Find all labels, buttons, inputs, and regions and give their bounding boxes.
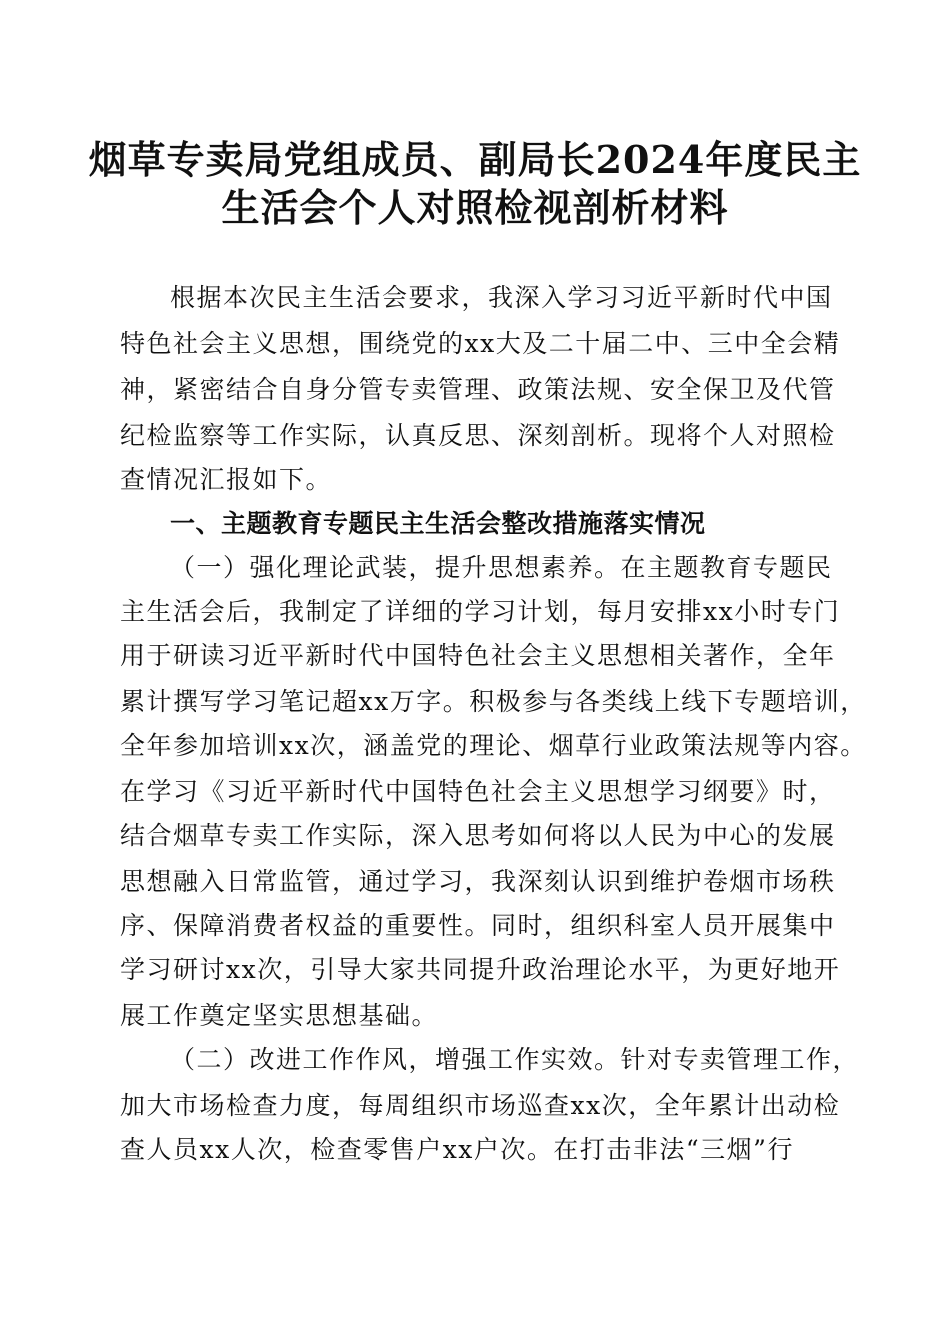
paragraph-1-line: 全年参加培训xx次，涵盖党的理论、烟草行业政策法规等内容。 bbox=[120, 731, 867, 760]
paragraph-intro-line: 根据本次民主生活会要求，我深入学习习近平新时代中国 bbox=[170, 283, 833, 312]
paragraph-2-line: 加大市场检查力度，每周组织市场巡查xx次，全年累计出动检 bbox=[120, 1091, 841, 1120]
paragraph-2-line: （二）改进工作作风，增强工作实效。针对专卖管理工作， bbox=[170, 1045, 860, 1074]
paragraph-1-line: 展工作奠定坚实思想基础。 bbox=[120, 1001, 439, 1030]
document-title-line-1: 烟草专卖局党组成员、副局长2024年度民主 bbox=[88, 137, 862, 182]
paragraph-2-line: 查人员xx人次，检查零售户xx户次。在打击非法“三烟”行 bbox=[120, 1135, 794, 1164]
paragraph-intro-line: 特色社会主义思想，围绕党的xx大及二十届二中、三中全会精 bbox=[120, 329, 841, 358]
paragraph-intro-line: 查情况汇报如下。 bbox=[120, 465, 333, 494]
paragraph-1-line: 序、保障消费者权益的重要性。同时，组织科室人员开展集中 bbox=[120, 911, 836, 940]
paragraph-1-line: 思想融入日常监管，通过学习，我深刻认识到维护卷烟市场秩 bbox=[120, 867, 836, 896]
paragraph-1-line: （一）强化理论武装，提升思想素养。在主题教育专题民 bbox=[170, 553, 833, 582]
paragraph-1-line: 累计撰写学习笔记超xx万字。积极参与各类线上线下专题培训， bbox=[120, 687, 867, 716]
paragraph-1-line: 在学习《习近平新时代中国特色社会主义思想学习纲要》时， bbox=[120, 777, 836, 806]
paragraph-1-line: 学习研讨xx次，引导大家共同提升政治理论水平，为更好地开 bbox=[120, 955, 841, 984]
paragraph-intro-line: 神，紧密结合自身分管专卖管理、政策法规、安全保卫及代管 bbox=[120, 375, 836, 404]
section-heading: 一、主题教育专题民主生活会整改措施落实情况 bbox=[170, 509, 706, 538]
paragraph-1-line: 主生活会后，我制定了详细的学习计划，每月安排xx小时专门 bbox=[120, 597, 841, 626]
paragraph-intro-line: 纪检监察等工作实际，认真反思、深刻剖析。现将个人对照检 bbox=[120, 421, 836, 450]
document-title-line-2: 生活会个人对照检视剖析材料 bbox=[221, 185, 729, 230]
paragraph-1-line: 结合烟草专卖工作实际，深入思考如何将以人民为中心的发展 bbox=[120, 821, 836, 850]
paragraph-1-line: 用于研读习近平新时代中国特色社会主义思想相关著作，全年 bbox=[120, 641, 836, 670]
